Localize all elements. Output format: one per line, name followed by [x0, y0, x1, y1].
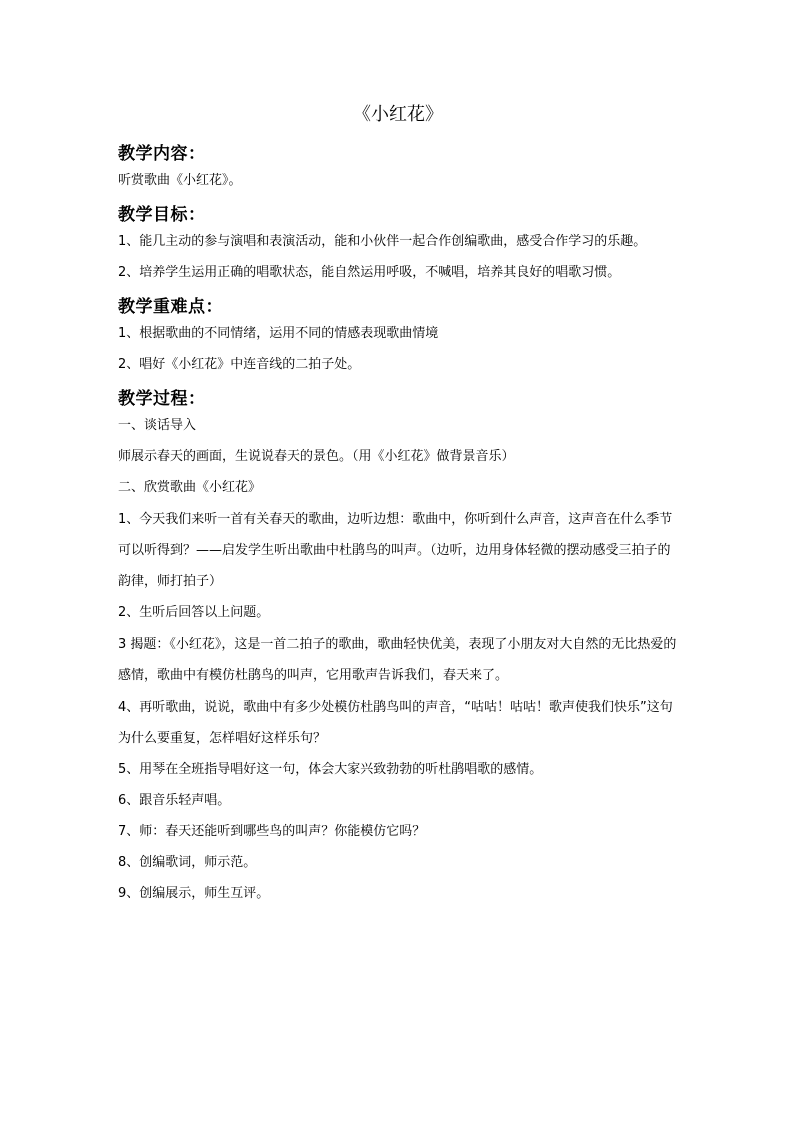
paragraph: 听赏歌曲《小红花》。 — [118, 173, 242, 188]
paragraph: 1、今天我们来听一首有关春天的歌曲，边听边想：歌曲中，你听到什么声音，这声音在什么季节可以听得到？——启发学生听出歌曲中杜鹃鸟的叫声。（边听，边用身体轻微的摆动感受三拍子的韵律，师打拍子） — [118, 512, 673, 589]
section-heading: 教学重难点： — [118, 297, 223, 317]
section-goals — [118, 202, 678, 283]
paragraph: 4、再听歌曲，说说，歌曲中有多少处模仿杜鹃鸟叫的声音，“咕咕！咕咕！歌声使我们快乐”这句为什么要重复，怎样唱好这样乐句？ — [118, 700, 673, 746]
paragraph: 8、创编歌词，师示范。 — [118, 855, 257, 870]
document-page — [118, 100, 678, 915]
paragraph: 6、跟音乐轻声唱。 — [118, 793, 231, 808]
paragraph: 2、生听后回答以上问题。 — [118, 605, 270, 620]
section-content — [118, 141, 678, 191]
paragraph: 3 揭题：《小红花》，这是一首二拍子的歌曲，歌曲轻快优美，表现了小朋友对大自然的无比热爱的感情，歌曲中有模仿杜鹃鸟的叫声，它用歌声告诉我们，春天来了。 — [118, 637, 677, 683]
paragraph: 9、创编展示，师生互评。 — [118, 886, 270, 901]
paragraph: 1、能几主动的参与演唱和表演活动，能和小伙伴一起合作创编歌曲，感受合作学习的乐趣。 — [118, 234, 647, 249]
document-title: 《小红花》 — [353, 104, 443, 125]
section-key-points — [118, 294, 678, 375]
paragraph: 7、师：春天还能听到哪些鸟的叫声？你能模仿它吗？ — [118, 824, 426, 839]
section-heading: 教学目标： — [118, 205, 206, 225]
paragraph: 二、欣赏歌曲《小红花》 — [118, 480, 262, 495]
paragraph: 5、用琴在全班指导唱好这一句，体会大家兴致勃勃的听杜鹃唱歌的感情。 — [118, 762, 543, 777]
section-heading: 教学内容： — [118, 144, 206, 164]
paragraph: 2、培养学生运用正确的唱歌状态，能自然运用呼吸，不喊唱，培养其良好的唱歌习惯。 — [118, 265, 621, 280]
section-process — [118, 386, 678, 904]
paragraph: 一、谈话导入 — [118, 418, 197, 433]
section-heading: 教学过程： — [118, 389, 206, 409]
paragraph: 师展示春天的画面，生说说春天的景色。（用《小红花》做背景音乐） — [118, 449, 515, 464]
paragraph: 1、根据歌曲的不同情绪，运用不同的情感表现歌曲情境 — [118, 326, 439, 341]
paragraph: 2、唱好《小红花》中连音线的二拍子处。 — [118, 357, 361, 372]
